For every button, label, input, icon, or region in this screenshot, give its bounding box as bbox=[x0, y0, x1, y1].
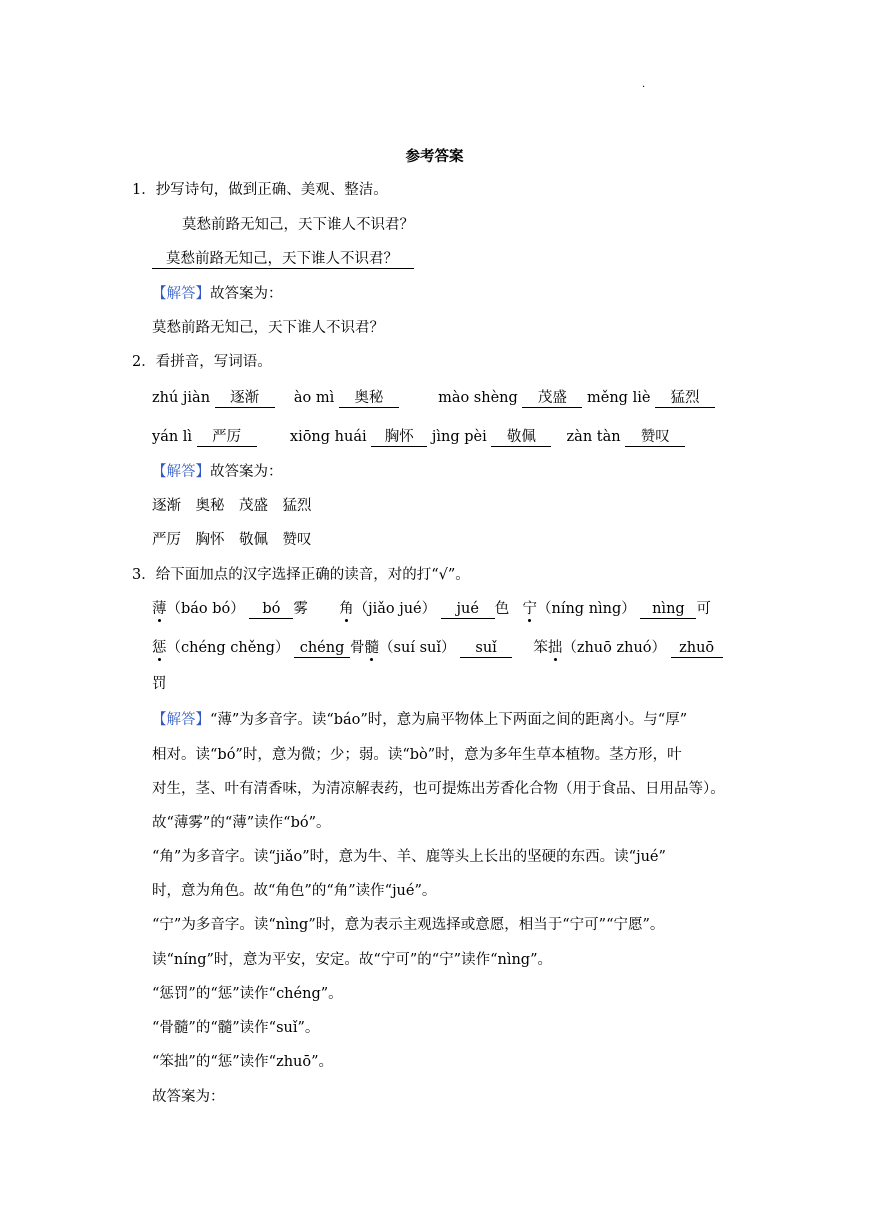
q2-solution-suffix: 故答案为： bbox=[210, 464, 283, 480]
q3-after-char: 可 bbox=[696, 601, 711, 617]
q2-pinyin: měng liè bbox=[587, 390, 651, 406]
q2-solution-row2: 严厉 胸怀 敬佩 赞叹 bbox=[152, 532, 312, 548]
q3-after-char: 雾 bbox=[293, 601, 308, 617]
q2-word-blank: 逐渐 bbox=[215, 390, 275, 408]
q1-poem: 莫愁前路无知己，天下谁人不识君？ bbox=[182, 217, 414, 233]
q2-pinyin: zhú jiàn bbox=[152, 390, 211, 406]
q3-explain-line: “角”为多音字。读“jiǎo”时，意为牛、羊、鹿等头上长出的坚硬的东西。读“jué” bbox=[152, 849, 666, 865]
q3-before-char: 笨 bbox=[533, 640, 548, 656]
q3-after-char: 色 bbox=[494, 601, 510, 617]
q3-explain-line: “笨拙”的“惩”读作“zhuō”。 bbox=[152, 1054, 334, 1070]
q1-solution-answer: 莫愁前路无知己，天下谁人不识君？ bbox=[152, 320, 384, 336]
q2-word-blank: 敬佩 bbox=[491, 429, 551, 447]
q3-explain-line: “惩罚”的“惩”读作“chéng”。 bbox=[152, 986, 343, 1002]
q3-dotted-char: 宁 bbox=[522, 601, 537, 617]
q3-explain-text: “薄”为多音字。读“báo”时，意为扁平物体上下两面之间的距离小。与“厚” bbox=[210, 712, 688, 728]
q3-dotted-char: 髓 bbox=[364, 640, 380, 656]
q3-prompt: 3．给下面加点的汉字选择正确的读音，对的打“√”。 bbox=[132, 567, 470, 583]
q3-explain-line: 时，意为角色。故“角色”的“角”读作“jué”。 bbox=[152, 883, 437, 899]
q1-prompt: 1．抄写诗句，做到正确、美观、整洁。 bbox=[132, 182, 388, 198]
q2-pinyin: zàn tàn bbox=[566, 429, 621, 445]
header-dot: · bbox=[642, 82, 646, 93]
q2-pinyin: mào shèng bbox=[438, 390, 518, 406]
q3-explain-line: 故答案为： bbox=[152, 1089, 225, 1105]
q3-options: （níng nìng） bbox=[536, 601, 636, 617]
q3-answer-blank: chéng bbox=[294, 640, 350, 658]
q3-answer-blank: suǐ bbox=[460, 640, 512, 658]
q2-pinyin: xiōng huái bbox=[289, 429, 367, 445]
q3-explain-line: 故“薄雾”的“薄”读作“bó”。 bbox=[152, 815, 331, 831]
q3-dotted-char: 拙 bbox=[547, 640, 563, 656]
q3-explain-line bbox=[152, 710, 687, 730]
q3-options: （chéng chěng） bbox=[166, 640, 290, 656]
q3-row2 bbox=[152, 638, 723, 658]
q3-before-char: 骨 bbox=[350, 640, 365, 656]
q3-solution-tag: 【解答】 bbox=[152, 712, 210, 728]
q3-options: （suí suǐ） bbox=[379, 640, 456, 656]
q2-word-blank: 茂盛 bbox=[522, 390, 582, 408]
q3-answer-blank: zhuō bbox=[671, 640, 723, 658]
q1-solution-tag: 【解答】 bbox=[152, 286, 210, 302]
q3-explain-line: 对生，茎、叶有清香味，为清凉解表药，也可提炼出芳香化合物（用于食品、日用品等）。 bbox=[152, 781, 725, 797]
q2-solution-tag: 【解答】 bbox=[152, 464, 210, 480]
q2-solution-row1: 逐渐 奥秘 茂盛 猛烈 bbox=[152, 498, 312, 514]
q2-prompt: 2．看拼音，写词语。 bbox=[132, 354, 272, 370]
q3-answer-blank: bó bbox=[249, 601, 293, 619]
q3-answer-blank: nìng bbox=[640, 601, 696, 619]
q2-word-blank: 猛烈 bbox=[655, 390, 715, 408]
q3-options: （zhuō zhuó） bbox=[562, 640, 667, 656]
q1-solution-suffix: 故答案为： bbox=[210, 286, 283, 302]
q3-explain-line: 读“níng”时，意为平安，安定。故“宁可”的“宁”读作“nìng”。 bbox=[152, 952, 552, 968]
q2-pinyin: yán lì bbox=[152, 429, 193, 445]
q3-explain-line: 相对。读“bó”时，意为微；少；弱。读“bò”时，意为多年生草本植物。茎方形，叶 bbox=[152, 747, 682, 763]
q2-row1 bbox=[152, 388, 715, 408]
page-title: 参考答案 bbox=[405, 148, 464, 165]
q3-explain-line: “宁”为多音字。读“nìng”时，意为表示主观选择或意愿，相当于“宁可”“宁愿”。 bbox=[152, 917, 665, 933]
q3-options: （báo bó） bbox=[166, 601, 245, 617]
q3-answer-blank: jué bbox=[441, 601, 495, 619]
q3-wrap-char: 罚 bbox=[152, 676, 167, 692]
q2-word-blank: 胸怀 bbox=[371, 429, 427, 447]
q1-answer-line bbox=[152, 249, 414, 269]
q3-explain-line: “骨髓”的“髓”读作“suǐ”。 bbox=[152, 1020, 320, 1036]
q3-dotted-char: 惩 bbox=[152, 640, 167, 656]
q3-dotted-char: 薄 bbox=[152, 601, 167, 617]
q2-solution-header bbox=[152, 462, 283, 482]
q2-pinyin: ào mì bbox=[293, 390, 335, 406]
q2-row2 bbox=[152, 427, 685, 447]
q2-word-blank: 赞叹 bbox=[625, 429, 685, 447]
q3-row1 bbox=[152, 599, 711, 619]
q3-dotted-char: 角 bbox=[339, 601, 354, 617]
q1-solution-header bbox=[152, 284, 283, 304]
q2-pinyin: jìng pèi bbox=[431, 429, 487, 445]
q2-word-blank: 严厉 bbox=[197, 429, 257, 447]
q3-options: （jiǎo jué） bbox=[353, 601, 437, 617]
q1-answer-blank: 莫愁前路无知己，天下谁人不识君？ bbox=[152, 251, 414, 269]
q2-word-blank: 奥秘 bbox=[339, 390, 399, 408]
